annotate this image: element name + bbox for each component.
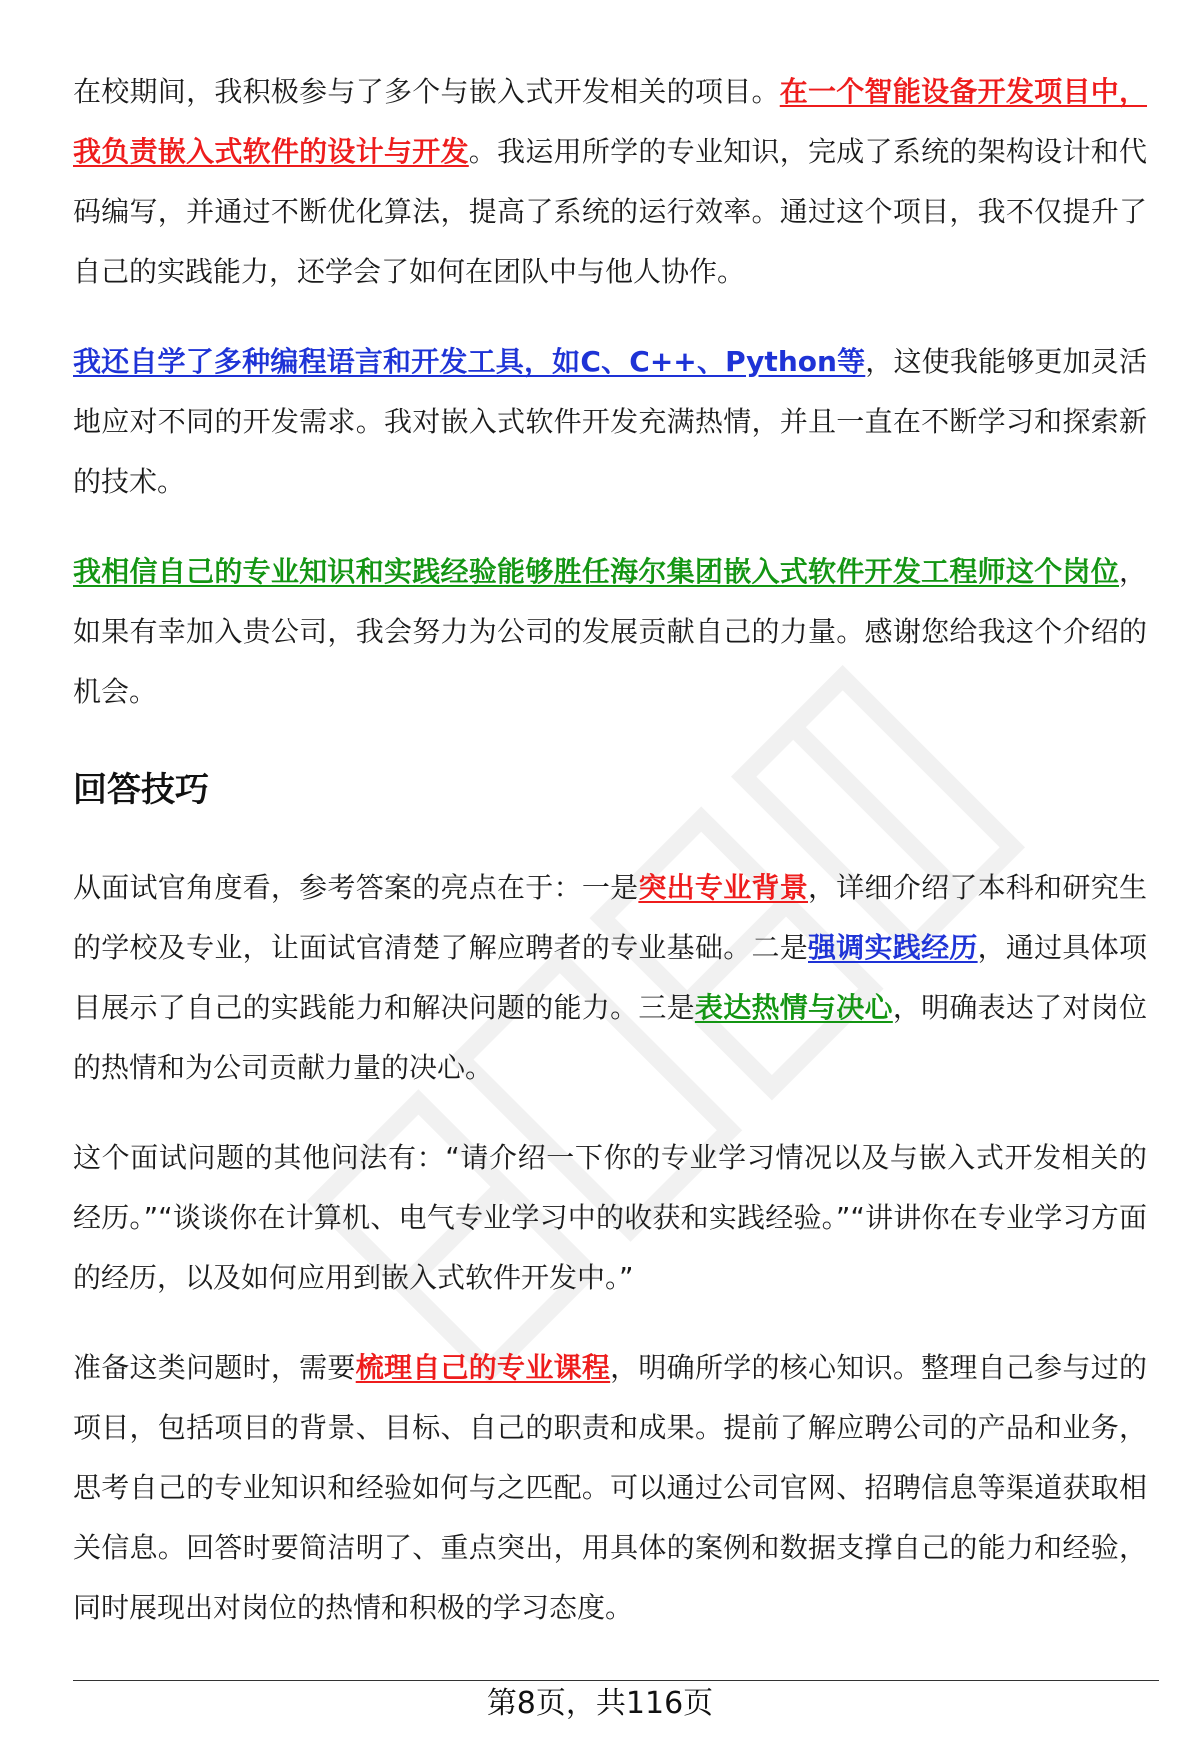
footer-divider <box>73 1680 1159 1681</box>
highlight-red: 梳理自己的专业课程 <box>355 1351 611 1384</box>
tips-paragraph-2 <box>73 1128 1147 1308</box>
section-heading: 回答技巧 <box>73 770 209 810</box>
text-run: ，如果有幸加入贵公司，我会努力为公司的发展贡献自己的力量。感谢您给我这个介绍的机会。 <box>73 555 1147 708</box>
text-run: ，通过具体项目展示了自己的实践能力和解决问题的能力。三是 <box>73 931 1147 1024</box>
highlight-blue: 强调实践经历 <box>808 931 978 964</box>
highlight-green: 表达热情与决心 <box>694 991 893 1024</box>
text-run: ，这使我能够更加灵活地应对不同的开发需求。我对嵌入式软件开发充满热情，并且一直在不断学习和探索新的技术。 <box>73 345 1147 498</box>
highlight-green: 我相信自己的专业知识和实践经验能够胜任海尔集团嵌入式软件开发工程师这个岗位 <box>73 555 1119 588</box>
page-number: 第8页，共116页 <box>486 1686 714 1721</box>
text-run: ，明确表达了对岗位的热情和为公司贡献力量的决心。 <box>73 991 1147 1084</box>
highlight-red: 在一个智能设备开发项目中，我负责嵌入式软件的设计与开发 <box>73 75 1147 168</box>
text-run: 。我运用所学的专业知识，完成了系统的架构设计和代码编写，并通过不断优化算法，提高了系统的运行效率。通过这个项目，我不仅提升了自己的实践能力，还学会了如何在团队中与他人协作。 <box>73 135 1147 288</box>
text-run: ，明确所学的核心知识。整理自己参与过的项目，包括项目的背景、目标、自己的职责和成果。提前了解应聘公司的产品和业务，思考自己的专业知识和经验如何与之匹配。可以通过公司官网、招聘信息等渠道获取相关信息。回答时要简洁明了、重点突出，用具体的案例和数据支撑自己的能力和经验，同时展现出对岗位的热情和积极的学习态度。 <box>73 1351 1147 1624</box>
text-run: 在校期间，我积极参与了多个与嵌入式开发相关的项目。 <box>73 75 780 108</box>
tips-paragraph-3 <box>73 1338 1147 1638</box>
intro-paragraph-2 <box>73 332 1147 512</box>
text-run: 从面试官角度看，参考答案的亮点在于：一是 <box>73 871 639 904</box>
intro-paragraph-3 <box>73 542 1147 722</box>
text-run: 这个面试问题的其他问法有：“请介绍一下你的专业学习情况以及与嵌入式开发相关的经历。”“谈谈你在计算机、电气专业学习中的收获和实践经验。”“讲讲你在专业学习方面的经历，以及如何应用到嵌入式软件开发中。” <box>73 1141 1147 1294</box>
text-run: 准备这类问题时，需要 <box>73 1351 356 1384</box>
highlight-blue: 我还自学了多种编程语言和开发工具，如C、C++、Python等 <box>73 345 866 378</box>
document-body <box>73 62 1147 1638</box>
tips-paragraph-1 <box>73 858 1147 1098</box>
intro-paragraph-1 <box>73 62 1147 302</box>
text-run: ，详细介绍了本科和研究生的学校及专业，让面试官清楚了解应聘者的专业基础。二是 <box>73 871 1147 964</box>
highlight-red: 突出专业背景 <box>638 871 809 904</box>
